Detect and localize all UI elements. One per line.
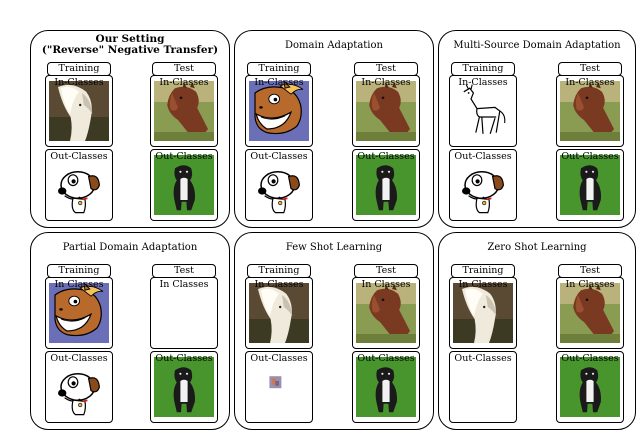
training-header: Training: [247, 264, 311, 278]
in-classes-label: In Classes: [458, 279, 508, 290]
training-header: Training: [247, 62, 311, 76]
dog-on-grass-photo: [154, 153, 214, 217]
panel-title: Zero Shot Learning: [487, 242, 587, 253]
panel-our-setting: [30, 30, 230, 228]
in-classes-label: In-Classes: [254, 77, 304, 88]
out-classes-label: Out-Classes: [454, 151, 512, 162]
test-header: Test: [354, 62, 418, 76]
test-in-classes-cell: [352, 75, 420, 147]
test-in-classes-cell: [150, 75, 218, 147]
panel-title: Few Shot Learning: [285, 242, 383, 253]
in-classes-label: In-Classes: [159, 77, 209, 88]
in-classes-label: In-Classes: [458, 77, 508, 88]
panel-domain-adaptation: [234, 30, 434, 228]
white-horse-photo: [249, 281, 309, 345]
out-classes-label: Out-Classes: [250, 353, 308, 364]
test-in-classes-cell: [556, 277, 624, 349]
test-header: Test: [152, 264, 216, 278]
in-classes-label: In-Classes: [54, 77, 104, 88]
panel-title: Our Setting: [95, 33, 165, 45]
out-classes-label: Out-Classes: [155, 151, 213, 162]
panel-partial-domain-adaptation: [30, 232, 230, 430]
test-header: Test: [152, 62, 216, 76]
test-in-classes-cell: [556, 75, 624, 147]
test-out-classes-cell: [352, 351, 420, 423]
tiny-thumbnail-image: [249, 355, 309, 419]
panel-few-shot-learning: [234, 232, 434, 430]
training-out-classes-cell: [45, 351, 113, 423]
test-in-classes-cell: [352, 277, 420, 349]
out-classes-label: Out-Classes: [250, 151, 308, 162]
panel-multi-source-domain-adaptation: [438, 30, 636, 228]
training-header: Training: [47, 264, 111, 278]
out-classes-label: Out-Classes: [155, 353, 213, 364]
brown-horse-photo: [356, 79, 416, 143]
in-classes-label: In Classes: [361, 279, 411, 290]
test-out-classes-cell: [556, 351, 624, 423]
out-classes-label: Out-Classes: [561, 353, 619, 364]
test-header: Test: [558, 264, 622, 278]
test-out-classes-cell: [150, 149, 218, 221]
test-out-classes-cell: [352, 149, 420, 221]
brown-horse-photo: [154, 79, 214, 143]
training-header: Training: [451, 62, 515, 76]
panel-title: Multi-Source Domain Adaptation: [453, 40, 621, 51]
out-classes-label: Out-Classes: [357, 151, 415, 162]
cartoon-horse-image: [249, 79, 309, 143]
cartoon-dog-image: [453, 153, 513, 217]
dog-on-grass-photo: [356, 153, 416, 217]
test-out-classes-cell: [150, 351, 218, 423]
training-out-classes-cell: [245, 351, 313, 423]
in-classes-label: In-Classes: [361, 77, 411, 88]
cartoon-dog-image: [249, 153, 309, 217]
training-out-classes-cell: [449, 149, 517, 221]
test-header: Test: [558, 62, 622, 76]
training-out-classes-cell: [245, 149, 313, 221]
test-header: Test: [354, 264, 418, 278]
test-in-classes-cell: [150, 277, 218, 349]
panel-title: Domain Adaptation: [285, 40, 383, 51]
training-in-classes-cell: [449, 277, 517, 349]
dog-on-grass-photo: [356, 355, 416, 419]
out-classes-label: Out-Classes: [50, 151, 108, 162]
white-horse-photo: [49, 79, 109, 143]
training-in-classes-cell: [45, 75, 113, 147]
in-classes-label: In Classes: [254, 279, 304, 290]
training-in-classes-cell: [245, 75, 313, 147]
training-header: Training: [47, 62, 111, 76]
panel-title: Partial Domain Adaptation: [62, 242, 198, 253]
out-classes-label: Out-Classes: [357, 353, 415, 364]
brown-horse-photo: [560, 79, 620, 143]
brown-horse-photo: [560, 281, 620, 345]
out-classes-label: Out-Classes: [50, 353, 108, 364]
dog-on-grass-photo: [560, 355, 620, 419]
in-classes-label: In Classes: [565, 279, 615, 290]
dog-on-grass-photo: [560, 153, 620, 217]
sketch-horse-image: [453, 79, 513, 143]
training-in-classes-cell: [245, 277, 313, 349]
cartoon-horse-image: [49, 281, 109, 345]
out-classes-label: Out-Classes: [561, 151, 619, 162]
cartoon-dog-image: [49, 153, 109, 217]
in-classes-label: In Classes: [54, 279, 104, 290]
training-out-classes-cell: [449, 351, 517, 423]
test-out-classes-cell: [556, 149, 624, 221]
cartoon-dog-image: [49, 355, 109, 419]
training-header: Training: [451, 264, 515, 278]
training-in-classes-cell: [449, 75, 517, 147]
in-classes-label: In Classes: [159, 279, 209, 290]
training-out-classes-cell: [45, 149, 113, 221]
training-in-classes-cell: [45, 277, 113, 349]
white-horse-photo: [453, 281, 513, 345]
panel-zero-shot-learning: [438, 232, 636, 430]
in-classes-label: In-Classes: [565, 77, 615, 88]
out-classes-label: Out-Classes: [454, 353, 512, 364]
dog-on-grass-photo: [154, 355, 214, 419]
brown-horse-photo: [356, 281, 416, 345]
panel-subtitle: ("Reverse" Negative Transfer): [41, 44, 219, 56]
